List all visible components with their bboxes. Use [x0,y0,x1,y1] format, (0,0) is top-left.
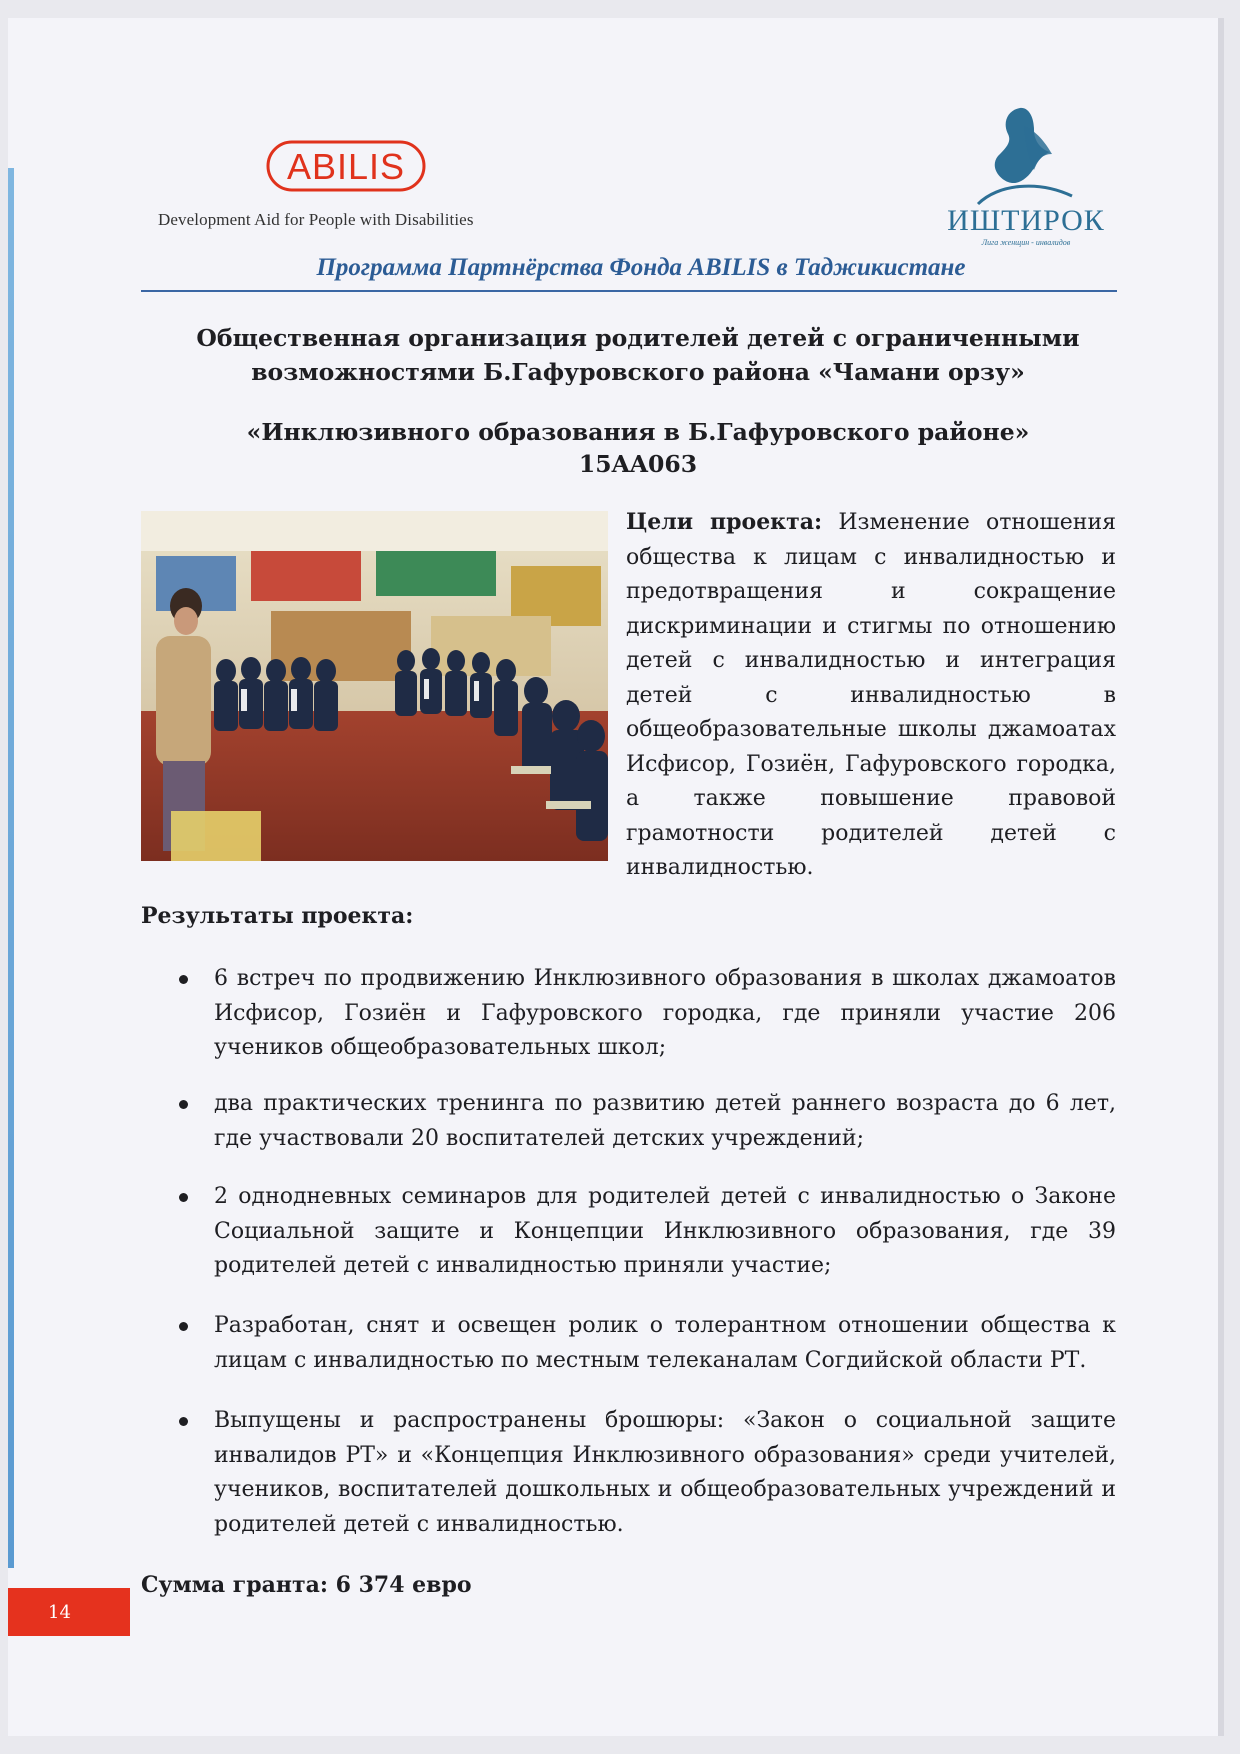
result-item-text: Выпущены и распространены брошюры: «Закон о социальной защите инвалидов РТ» и «Концепция Инклюзивного образования» среди учителей, учеников, воспитателей дошкольных и общеобразовательных учреждений и родителей детей с инвалидностью. [214,1408,1116,1537]
project-code: 15AA063 [578,450,698,478]
edge-strip [8,168,14,1568]
page-number: 14 [8,1588,130,1636]
result-item-text: два практических тренинга по развитию детей раннего возраста до 6 лет, где участвовали 20 воспитателей детских учреждений; [214,1091,1116,1151]
abilis-tagline: Development Aid for People with Disabilities [158,210,474,229]
ishtirok-logo-subtitle: Лига женщин - инвалидов [981,238,1071,247]
document-page [8,18,1224,1736]
svg-text:ABILIS: ABILIS [286,146,406,187]
organization-title [138,321,1138,389]
organization-title-line1: Общественная организация родителей детей с ограниченными [196,324,1080,352]
ishtirok-logo-text: ИШТИРОК [947,204,1105,237]
result-item-text: 6 встреч по продвижению Инклюзивного образования в школах джамоатов Исфисор, Гозиён и Гафуровского городка, где приняли участие 206 учеников общеобразовательных школ; [214,966,1116,1060]
bullet-icon [179,975,188,984]
results-heading: Результаты проекта: [141,903,414,929]
project-goals [626,505,1116,886]
bullet-icon [179,1193,188,1202]
abilis-logo [266,140,426,192]
bullet-icon [179,1417,188,1426]
bullet-icon [179,1322,188,1331]
result-item-text: 2 однодневных семинаров для родителей детей с инвалидностью о Законе Социальной защите и Концепции Инклюзивного образования, где 39 родителей детей с инвалидностью приняли участие; [214,1184,1116,1278]
project-title: «Инклюзивного образования в Б.Гафуровского районе» [246,418,1030,446]
header-divider [141,290,1117,292]
organization-title-line2: возможностями Б.Гафуровского района «Чамани орзу» [251,358,1025,386]
classroom-photo [141,511,608,861]
goals-text: Изменение отношения общества к лицам с инвалидностью и предотвращения и сокращение дискриминации и стигмы по отношению детей с инвалидностью и интеграция детей с инвалидностью в общеобразовательные школы джамоатах Исфисор, Гозиён, Гафуровского городка, а также повышение правовой грамотности родителей детей с инвалидностью. [626,510,1117,880]
grant-amount: Сумма гранта: 6 374 евро [141,1572,472,1598]
result-item-text: Разработан, снят и освещен ролик о толерантном отношении общества к лицам с инвалидностью по местным телеканалам Согдийской области РТ. [214,1313,1116,1373]
ishtirok-figure-logo [968,104,1080,206]
project-title-block [138,416,1138,480]
bullet-icon [179,1100,188,1109]
goals-label: Цели проекта: [626,509,823,535]
program-title: Программа Партнёрства Фонда ABILIS в Таджикистане [316,254,966,281]
